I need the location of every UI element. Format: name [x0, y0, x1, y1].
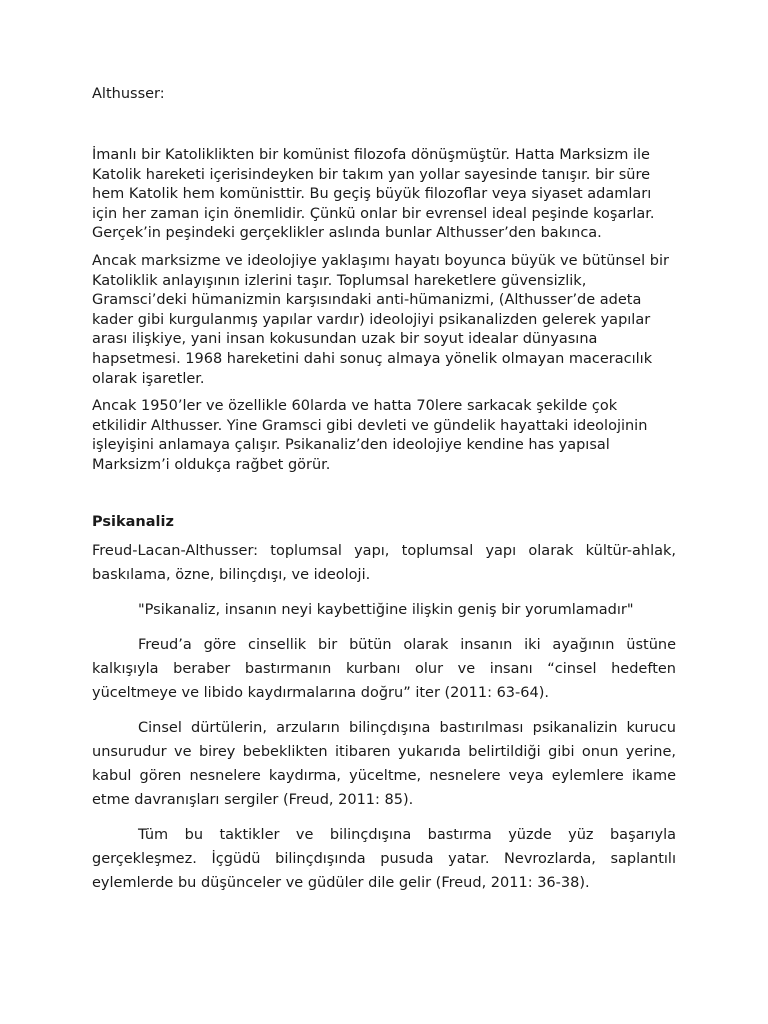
spacer: [92, 476, 676, 512]
section-paragraph-1: Freud’a göre cinsellik bir bütün olarak insanın iki ayağının üstüne kalkışıyla beraber bastırmanın kurbanı olur ve insanı “cinsel hedeften yüceltmeye ve libido kaydırmalarına doğru” iter (2011: 63-64).: [92, 636, 676, 701]
spacer: [92, 812, 676, 823]
intro-paragraph-2: Ancak marksizme ve ideolojiye yaklaşımı hayatı boyunca büyük ve bütünsel bir Katoliklik anlayışının izlerini taşır. Toplumsal hareketlere güvensizlik, Gramsci’deki hümanizmin karşısındaki anti-hümanizmi, (Althusser’de adeta kader gibi kurgulanmış yapılar vardır) ideolojiyi psikanalizden gelerek yapılar arası ilişkiye, yani insan kokusundan uzak bir soyut idealar dünyasına hapsetmesi. 1968 hareketini dahi sonuç almaya yönelik olmayan maceracılık olarak işaretler.: [92, 252, 669, 387]
section-paragraph-3: Tüm bu taktikler ve bilinçdışına bastırma yüzde yüz başarıyla gerçekleşmez. İçgüdü bilinçdışında pusuda yatar. Nevrozlarda, saplantılı eylemlerde bu düşünceler ve güdüler dile gelir (Freud, 2011: 36-38).: [92, 826, 676, 891]
document-title: Althusser:: [92, 86, 165, 102]
document-page: [92, 84, 676, 895]
spacer: [92, 104, 676, 146]
spacer: [92, 389, 676, 397]
spacer: [92, 532, 676, 539]
spacer: [92, 622, 676, 633]
intro-paragraph-3: Ancak 1950’ler ve özellikle 60larda ve hatta 70lere sarkacak şekilde çok etkilidir Althusser. Yine Gramsci gibi devleti ve gündelik hayattaki ideolojinin işleyişini anlamaya çalışır. Psikanaliz’den ideolojiye kendine has yapısal Marksizm’i oldukça rağbet görür.: [92, 398, 648, 473]
spacer: [92, 705, 676, 716]
spacer: [92, 244, 676, 252]
spacer: [92, 587, 676, 598]
quote: "Psikanaliz, insanın neyi kaybettiğine ilişkin geniş bir yorumlamadır": [138, 601, 634, 618]
section-title: Psikanaliz: [92, 513, 174, 530]
section-lead: Freud-Lacan-Althusser: toplumsal yapı, toplumsal yapı olarak kültür-ahlak, baskılama, özne, bilinçdışı, ve ideoloji.: [92, 542, 676, 583]
section-paragraph-2: Cinsel dürtülerin, arzuların bilinçdışına bastırılması psikanalizin kurucu unsurudur ve birey bebeklikten itibaren yukarıda belirtildiği gibi onun yerine, kabul gören nesnelere kaydırma, yüceltme, nesnelere veya eylemlere ikame etme davranışları sergiler (Freud, 2011: 85).: [92, 719, 676, 808]
intro-paragraph-1: İmanlı bir Katoliklikten bir komünist filozofa dönüşmüştür. Hatta Marksizm ile Katolik hareketi içerisindeyken bir takım yan yollar sayesinde tanışır. bir süre hem Katolik hem komünisttir. Bu geçiş büyük filozoflar veya siyaset adamları için her zaman için önemlidir. Çünkü onlar bir evrensel ideal peşinde koşarlar. Gerçek’in peşindeki gerçeklikler aslında bunlar Althusser’den bakınca.: [92, 147, 655, 242]
